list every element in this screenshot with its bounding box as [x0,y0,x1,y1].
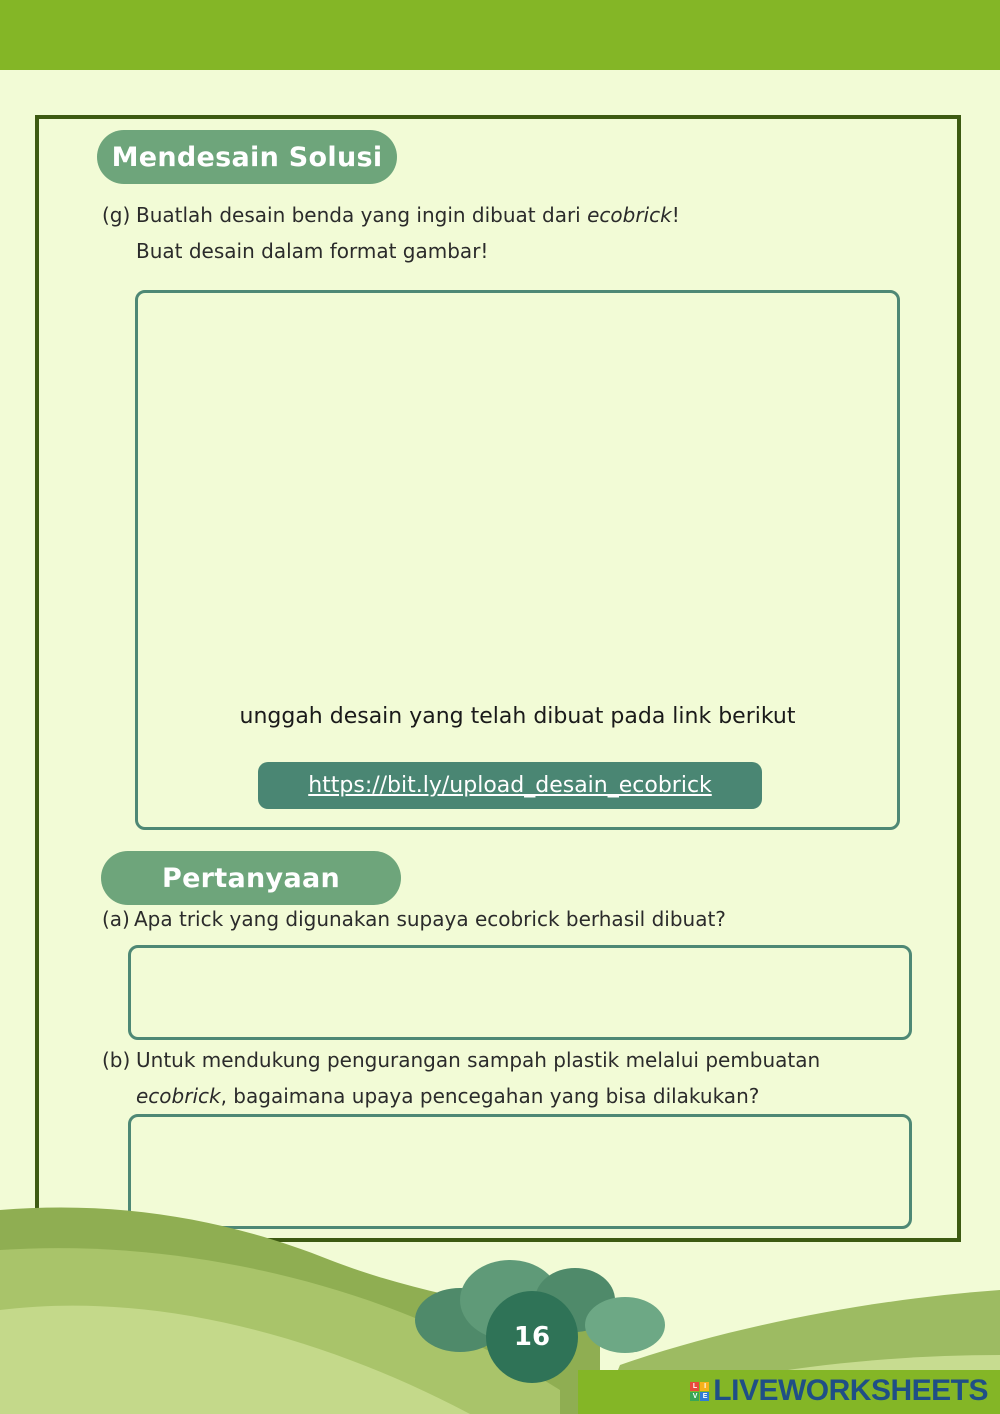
brand-logo-letter-v: V [690,1392,699,1401]
brand-name: LIVEWORKSHEETS [713,1374,988,1407]
page-number-badge: 16 [486,1291,578,1383]
question-g-line2: Buat desain dalam format gambar! [136,239,489,263]
question-a-text: Apa trick yang digunakan supaya ecobrick berhasil dibuat? [134,907,726,931]
answer-a-field[interactable] [128,945,912,1040]
section-title-design: Mendesain Solusi [97,130,397,184]
question-b [102,1042,962,1114]
question-g-line1-italic: ecobrick [587,203,672,227]
question-a-label: (a) [102,907,130,931]
top-banner [0,0,1000,70]
upload-link-button[interactable]: https://bit.ly/upload_desain_ecobrick [258,762,762,809]
question-g-line1 [136,197,680,233]
question-b-line2 [136,1078,759,1114]
brand-logo [690,1373,988,1409]
section-title-questions: Pertanyaan [101,851,401,905]
brand-logo-letter-e: E [700,1392,709,1401]
brand-logo-letter-l: L [690,1382,699,1391]
question-b-line2-suffix: , bagaimana upaya pencegahan yang bisa dilakukan? [220,1084,760,1108]
question-b-label: (b) [102,1048,131,1072]
question-g-line1-prefix: Buatlah desain benda yang ingin dibuat dari [136,203,588,227]
question-g-line1-suffix: ! [671,203,680,227]
brand-logo-letter-i: I [700,1382,709,1391]
question-b-line1: Untuk mendukung pengurangan sampah plastik melalui pembuatan [136,1048,821,1072]
question-a [102,901,902,937]
design-upload-area[interactable] [135,290,900,830]
question-b-line2-italic: ecobrick [136,1084,221,1108]
brand-logo-icon [690,1382,709,1401]
upload-instruction: unggah desain yang telah dibuat pada link berikut [239,704,796,729]
question-g-label: (g) [102,203,131,227]
question-g [102,197,902,269]
